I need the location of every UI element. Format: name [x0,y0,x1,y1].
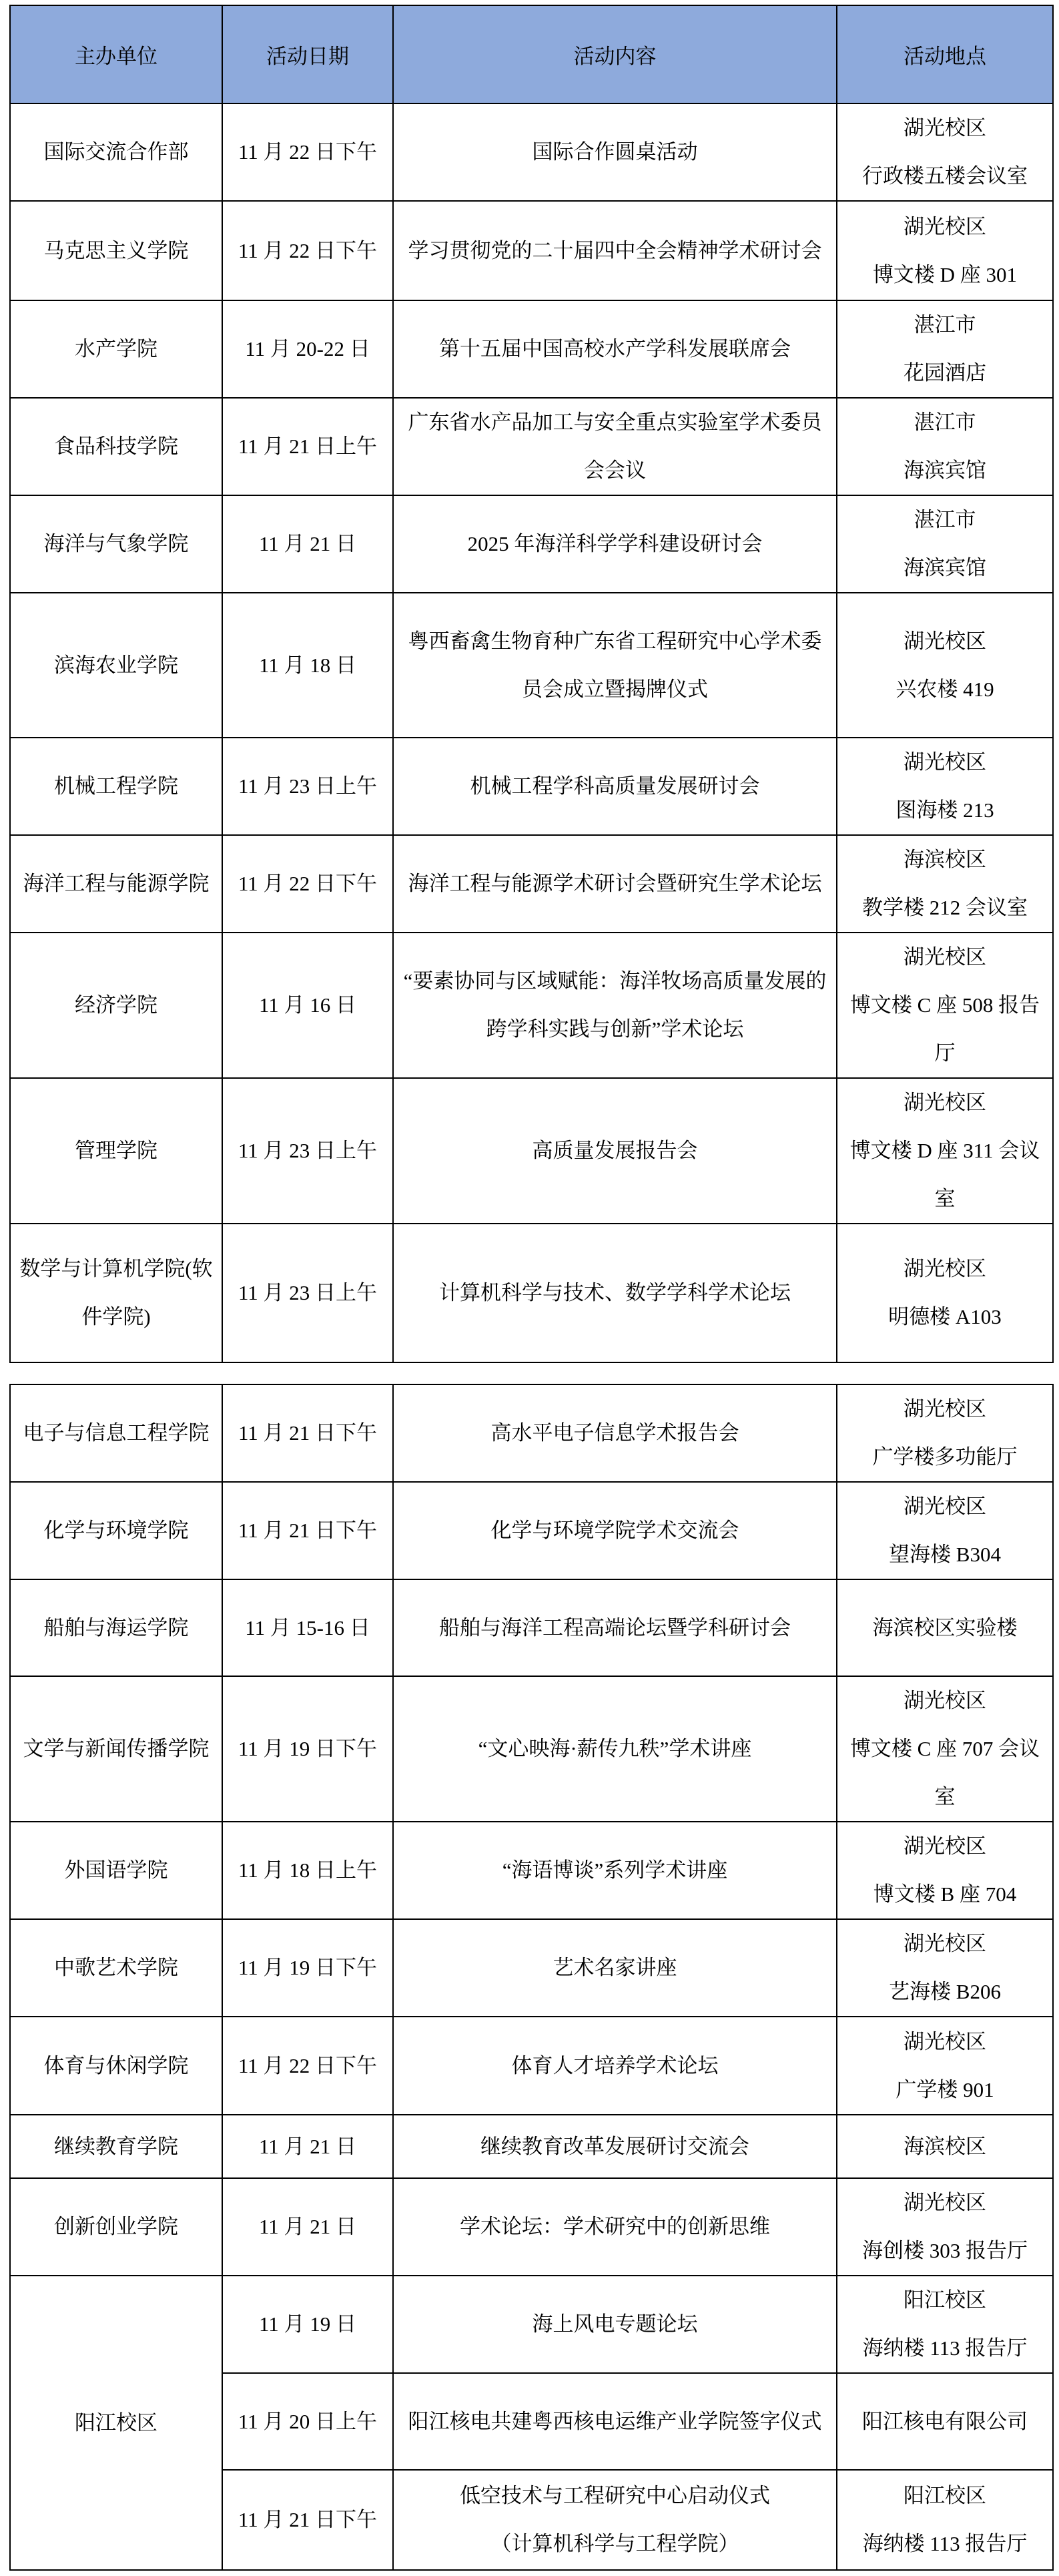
cell-line: 阳江核电共建粤西核电运维产业学院签字仪式 [408,2409,822,2433]
cell-line: 11 月 22 日下午 [238,238,378,262]
table-row [10,2276,1053,2373]
org-cell [10,1579,222,1676]
location-cell [837,593,1053,738]
cell-line: 11 月 18 日 [258,653,357,677]
date-cell [222,103,393,201]
content-cell [393,2115,837,2178]
cell-line: 湖光校区 [904,1932,986,1955]
cell-line: 海滨宾馆 [904,556,986,579]
cell-line: 11 月 21 日下午 [238,2508,378,2531]
org-cell [10,495,222,593]
cell-line: 化学与环境学院学术交流会 [490,1519,739,1542]
content-cell [393,1579,837,1676]
cell-line: 计算机科学与技术、数学学科学术论坛 [439,1281,791,1304]
cell-line: 创新创业学院 [54,2215,178,2238]
cell-line: 湖光校区 [904,1834,986,1858]
cell-line: “文心映海·薪传九秩”学术讲座 [478,1737,752,1760]
org-cell [10,1078,222,1224]
cell-line: 明德楼 A103 [888,1305,1002,1328]
location-cell [837,738,1053,835]
date-cell [222,1676,393,1822]
table-body-2 [10,1384,1053,2570]
location-cell [837,2115,1053,2178]
org-cell [10,1384,222,1482]
date-cell [222,1384,393,1482]
table-row [10,1224,1053,1362]
cell-line: 海滨校区 [904,848,986,871]
content-cell [393,201,837,300]
cell-line: 11 月 20-22 日 [245,337,370,360]
content-cell [393,103,837,201]
cell-line: 兴农楼 419 [896,677,994,701]
cell-line: 马克思主义学院 [43,238,189,262]
table-row [10,201,1053,300]
cell-line: 11 月 22 日下午 [238,872,378,895]
cell-line: 11 月 21 日 [258,532,357,555]
date-cell [222,2373,393,2470]
cell-line: 湛江市 [914,508,976,531]
org-cell [10,103,222,201]
cell-line: 湛江市 [914,313,976,336]
content-cell [393,1822,837,1919]
cell-line: 艺术名家讲座 [553,1956,677,1979]
location-cell [837,495,1053,593]
date-cell [222,738,393,835]
cell-line: 广学楼多功能厅 [872,1445,1018,1469]
cell-line: 国际合作圆桌活动 [532,140,698,164]
org-cell [10,1676,222,1822]
header-cell-location: 活动地点 [837,5,1053,103]
cell-line: 外国语学院 [64,1858,168,1882]
content-cell [393,1078,837,1224]
location-cell [837,2178,1053,2276]
cell-line: 11 月 21 日下午 [238,1519,378,1542]
cell-line: 湖光校区 [904,1091,986,1114]
cell-line: 湖光校区 [904,1495,986,1518]
location-cell [837,1822,1053,1919]
location-cell [837,1676,1053,1822]
cell-line: 机械工程学科高质量发展研讨会 [470,774,760,798]
cell-line: 员会成立暨揭牌仪式 [522,677,708,701]
cell-line: 继续教育学院 [54,2134,178,2158]
location-cell [837,201,1053,300]
date-cell [222,495,393,593]
content-cell [393,2178,837,2276]
cell-line: 船舶与海运学院 [43,1615,189,1639]
cell-line: 海滨校区 [904,2134,986,2158]
location-cell [837,2373,1053,2470]
cell-line: 国际交流合作部 [43,140,189,164]
cell-line: 图海楼 213 [896,798,994,822]
table-row [10,103,1053,201]
cell-line: 11 月 23 日上午 [238,774,378,798]
date-cell [222,2276,393,2373]
cell-line: 湖光校区 [904,2029,986,2053]
cell-line: 阳江校区 [904,2288,986,2312]
cell-line: 海纳楼 113 报告厅 [862,2336,1028,2360]
cell-line: 湖光校区 [904,2191,986,2214]
cell-line: 食品科技学院 [54,435,178,458]
cell-line: 11 月 21 日 [258,2134,357,2158]
table-row [10,398,1053,495]
org-cell [10,835,222,933]
cell-line: （计算机科学与工程学院） [490,2532,739,2555]
cell-line: 滨海农业学院 [54,653,178,677]
table-row [10,593,1053,738]
cell-line: 11 月 19 日下午 [238,1956,378,1979]
location-cell [837,2017,1053,2115]
location-cell [837,933,1053,1078]
cell-line: 海创楼 303 报告厅 [862,2239,1028,2262]
cell-line: 体育与休闲学院 [43,2053,189,2077]
table-row [10,2178,1053,2276]
table-row [10,1482,1053,1579]
cell-line: 11 月 22 日下午 [238,140,378,164]
cell-line: 11 月 16 日 [258,993,357,1017]
cell-line: 11 月 21 日 [258,2215,357,2238]
cell-line: 数学与计算机学院(软件学院) [19,1257,213,1328]
location-cell [837,1078,1053,1224]
header-cell-organizer: 主办单位 [10,5,222,103]
cell-line: 继续教育改革发展研讨交流会 [480,2134,749,2158]
table-row [10,933,1053,1078]
table-row [10,2017,1053,2115]
cell-line: 高质量发展报告会 [532,1139,698,1162]
table-row [10,1579,1053,1676]
cell-line: 11 月 15-16 日 [245,1615,370,1639]
cell-line: 学术论坛：学术研究中的创新思维 [460,2215,770,2238]
cell-line: 湖光校区 [904,1397,986,1421]
date-cell [222,2017,393,2115]
location-cell [837,103,1053,201]
cell-line: 博文楼 C 座 707 会议室 [849,1737,1040,1808]
cell-line: 博文楼 D 座 311 会议室 [849,1139,1040,1210]
cell-line: 湖光校区 [904,629,986,653]
cell-line: 船舶与海洋工程高端论坛暨学科研讨会 [439,1615,791,1639]
org-cell [10,300,222,398]
cell-line: 海洋工程与能源学院 [23,872,210,895]
date-cell [222,593,393,738]
content-cell [393,1482,837,1579]
org-cell [10,2115,222,2178]
cell-line: 11 月 23 日上午 [238,1139,378,1162]
table-row [10,2115,1053,2178]
cell-line: 湖光校区 [904,1689,986,1712]
location-cell [837,1384,1053,1482]
cell-line: 会会议 [584,459,646,482]
schedule-table-1 [9,5,1054,1363]
cell-line: 经济学院 [75,993,157,1017]
cell-line: 化学与环境学院 [43,1519,189,1542]
header-cell-content: 活动内容 [393,5,837,103]
content-cell [393,738,837,835]
cell-line: 海滨校区实验楼 [872,1615,1018,1639]
date-cell [222,1919,393,2017]
header-row [10,5,1053,103]
location-cell [837,1919,1053,2017]
schedule-table-2 [9,1384,1054,2571]
org-cell [10,2276,222,2570]
location-cell [837,835,1053,933]
table-row [10,738,1053,835]
cell-line: 博文楼 C 座 508 报告厅 [849,993,1040,1065]
org-cell [10,398,222,495]
content-cell [393,1919,837,2017]
cell-line: 粤西畜禽生物育种广东省工程研究中心学术委 [408,629,822,653]
content-cell [393,835,837,933]
location-cell [837,1482,1053,1579]
org-cell [10,1482,222,1579]
cell-line: 艺海楼 B206 [889,1980,1001,2003]
cell-line: 11 月 19 日 [258,2312,357,2336]
table-header [10,5,1053,103]
cell-line: 湖光校区 [904,945,986,969]
content-cell [393,1676,837,1822]
content-cell [393,2470,837,2570]
cell-line: 广东省水产品加工与安全重点实验室学术委员 [408,411,822,434]
cell-line: 11 月 19 日下午 [238,1737,378,1760]
header-cell-date: 活动日期 [222,5,393,103]
date-cell [222,201,393,300]
cell-line: 海洋与气象学院 [43,532,189,555]
org-cell [10,1822,222,1919]
date-cell [222,2178,393,2276]
cell-line: 机械工程学院 [54,774,178,798]
date-cell [222,300,393,398]
cell-line: 湖光校区 [904,116,986,140]
cell-line: “海语博谈”系列学术讲座 [502,1858,728,1882]
cell-line: 11 月 18 日上午 [238,1858,378,1882]
location-cell [837,1579,1053,1676]
cell-line: 学习贯彻党的二十届四中全会精神学术研讨会 [408,238,822,262]
content-cell [393,2276,837,2373]
location-cell [837,1224,1053,1362]
content-cell [393,2373,837,2470]
cell-line: 教学楼 212 会议室 [862,896,1028,919]
table-row [10,1384,1053,1482]
cell-line: 11 月 20 日上午 [238,2409,378,2433]
cell-line: 高水平电子信息学术报告会 [490,1421,739,1445]
table-body-1 [10,103,1053,1362]
cell-line: 2025 年海洋科学学科建设研讨会 [467,532,763,555]
cell-line: 中歌艺术学院 [54,1956,178,1979]
cell-line: 广学楼 901 [896,2077,994,2101]
cell-line: 湛江市 [914,411,976,434]
content-cell [393,398,837,495]
cell-line: 阳江校区 [904,2484,986,2507]
cell-line: 低空技术与工程研究中心启动仪式 [460,2484,770,2507]
cell-line: 第十五届中国高校水产学科发展联席会 [439,337,791,360]
cell-line: 11 月 22 日下午 [238,2053,378,2077]
content-cell [393,300,837,398]
cell-line: 管理学院 [75,1139,157,1162]
date-cell [222,1579,393,1676]
org-cell [10,738,222,835]
cell-line: 11 月 21 日下午 [238,1421,378,1445]
cell-line: 11 月 23 日上午 [238,1281,378,1304]
table-row [10,1822,1053,1919]
org-cell [10,933,222,1078]
cell-line: 湖光校区 [904,214,986,238]
cell-line: 11 月 21 日上午 [238,435,378,458]
cell-line: 体育人才培养学术论坛 [511,2053,719,2077]
cell-line: 海上风电专题论坛 [532,2312,698,2336]
location-cell [837,2470,1053,2570]
date-cell [222,398,393,495]
table-row [10,495,1053,593]
org-cell [10,2178,222,2276]
cell-line: 跨学科实践与创新”学术论坛 [486,1017,744,1041]
table-row [10,1919,1053,2017]
cell-line: 海滨宾馆 [904,459,986,482]
date-cell [222,1078,393,1224]
org-cell [10,201,222,300]
org-cell [10,593,222,738]
date-cell [222,1224,393,1362]
date-cell [222,2115,393,2178]
cell-line: 花园酒店 [904,361,986,384]
table-row [10,1078,1053,1224]
content-cell [393,495,837,593]
location-cell [837,300,1053,398]
table-row [10,1676,1053,1822]
table-row [10,835,1053,933]
location-cell [837,2276,1053,2373]
cell-line: 湖光校区 [904,750,986,774]
cell-line: 电子与信息工程学院 [23,1421,210,1445]
date-cell [222,835,393,933]
table-row [10,300,1053,398]
cell-line: 海纳楼 113 报告厅 [862,2532,1028,2555]
org-cell [10,1919,222,2017]
cell-line: 博文楼 D 座 301 [872,262,1018,286]
content-cell [393,593,837,738]
date-cell [222,1482,393,1579]
cell-line: 海洋工程与能源学术研讨会暨研究生学术论坛 [408,872,822,895]
org-cell [10,2017,222,2115]
cell-line: 博文楼 B 座 704 [873,1882,1017,1906]
cell-line: 文学与新闻传播学院 [23,1737,210,1760]
org-cell [10,1224,222,1362]
content-cell [393,1224,837,1362]
cell-line: “要素协同与区域赋能：海洋牧场高质量发展的 [403,969,827,993]
date-cell [222,2470,393,2570]
content-cell [393,1384,837,1482]
cell-line: 行政楼五楼会议室 [862,164,1028,188]
cell-line: 望海楼 B304 [889,1543,1001,1566]
cell-line: 阳江核电有限公司 [862,2409,1028,2433]
content-cell [393,2017,837,2115]
cell-line: 湖光校区 [904,1257,986,1280]
date-cell [222,1822,393,1919]
cell-line: 水产学院 [75,337,157,360]
content-cell [393,933,837,1078]
date-cell [222,933,393,1078]
location-cell [837,398,1053,495]
cell-line: 阳江校区 [75,2410,157,2434]
